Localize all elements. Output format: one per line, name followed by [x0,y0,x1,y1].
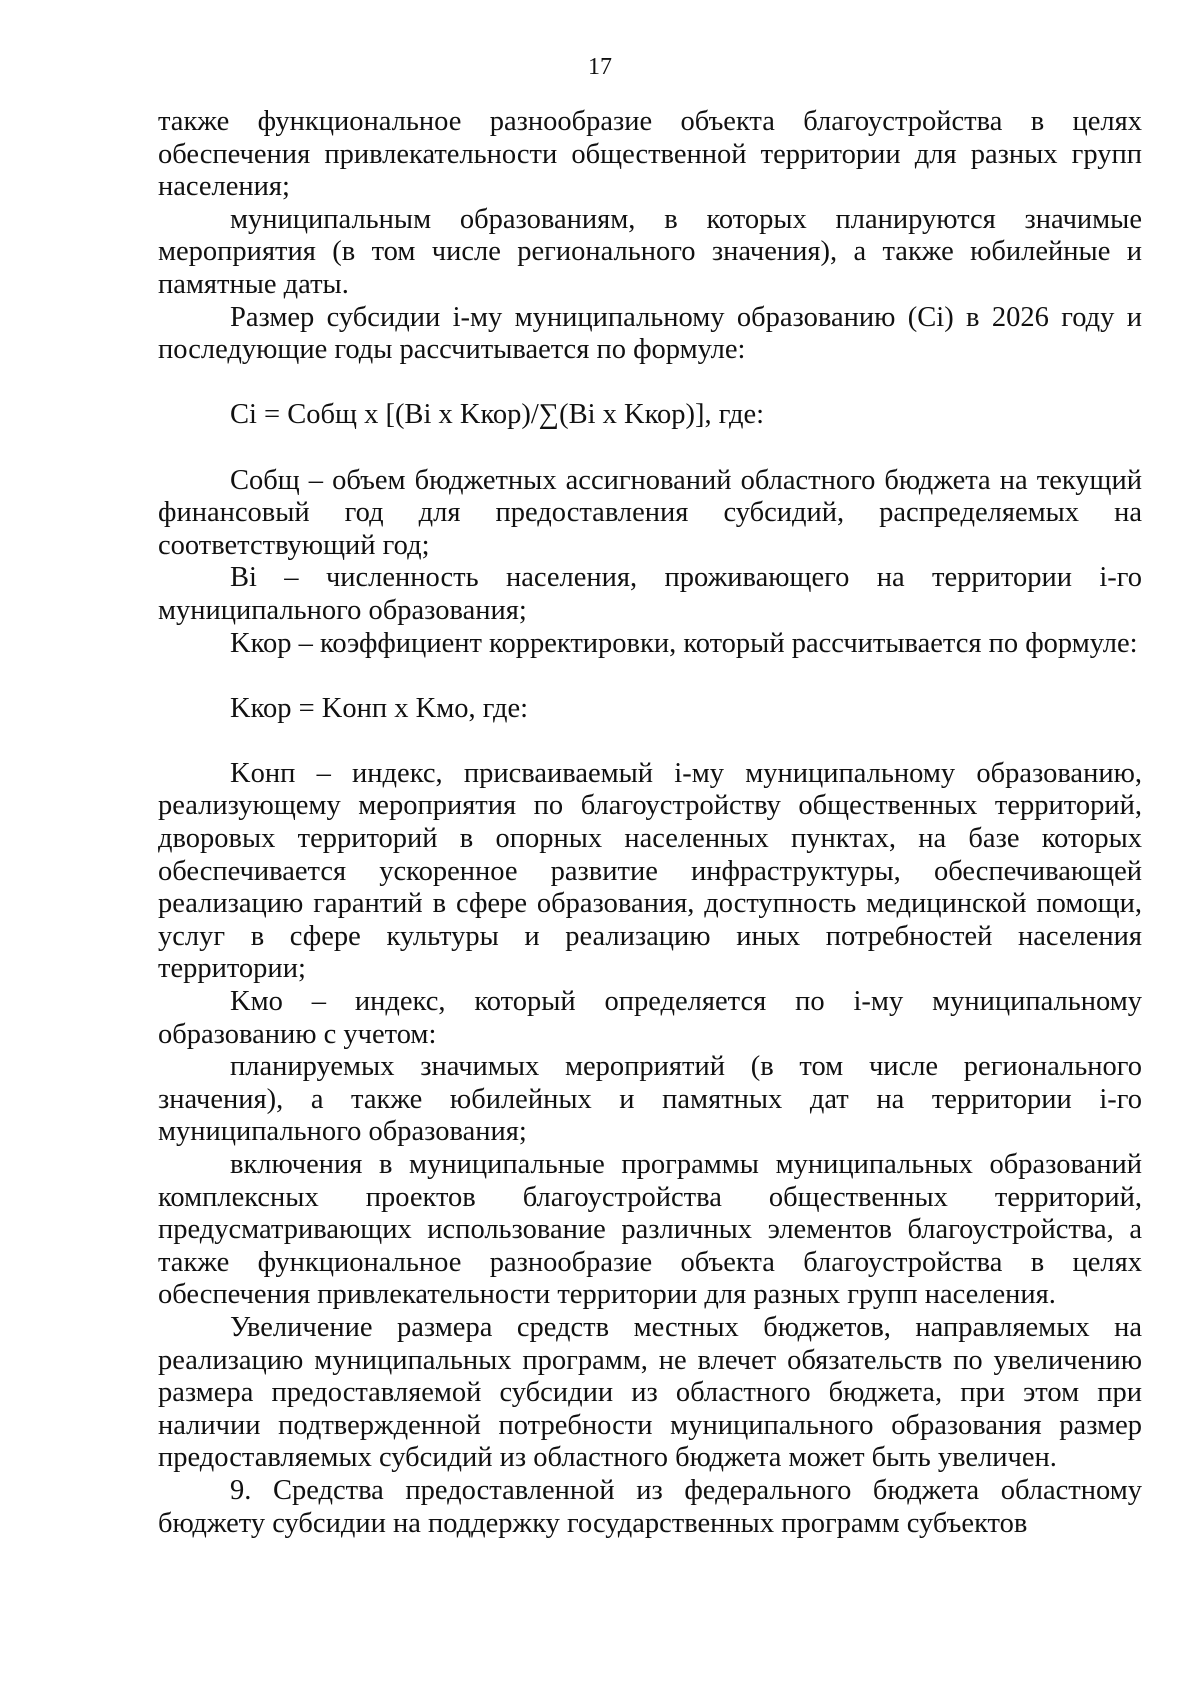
definition-cobsh: Cобщ – объем бюджетных ассигнований областного бюджета на текущий финансовый год для предоставления субсидий, распределяемых на соответствующий год; [158,464,1142,561]
formula-kkor: Kкор = Kонп х Kмо, где: [230,692,529,724]
spacer [158,660,1142,693]
paragraph-item-9: 9. Средства предоставленной из федерального бюджета областному бюджету субсидии на поддержку государственных программ субъектов [158,1474,1142,1539]
document-body [158,106,1142,1540]
spacer [158,725,1142,758]
paragraph-budget-increase: Увеличение размера средств местных бюджетов, направляемых на реализацию муниципальных программ, не влечет обязательств по увеличению размера предоставляемой субсидии из областного бюджета, при этом при наличии подтвержденной потребности муниципального образования размер предоставляемых субсидий из областного бюджета может быть увеличен. [158,1311,1142,1474]
paragraph-municipal-events: муниципальным образованиям, в которых планируются значимые мероприятия (в том числе регионального значения), а также юбилейные и памятные даты. [158,203,1142,300]
criterion-planned-events: планируемых значимых мероприятий (в том числе регионального значения), а также юбилейных и памятных дат на территории i-го муниципального образования; [158,1051,1142,1148]
definition-kkor: Kкор – коэффициент корректировки, который рассчитывается по формуле: [230,627,1138,659]
paragraph-subsidy-size: Размер субсидии i-му муниципальному образованию (Ci) в 2026 году и последующие годы рассчитывается по формуле: [158,301,1142,366]
criterion-complex-projects: включения в муниципальные программы муниципальных образований комплексных проектов благоустройства общественных территорий, предусматривающих использование различных элементов благоустройства, а также функциональное разнообразие объекта благоустройства в целях обеспечения привлекательности территории для разных групп населения. [158,1149,1142,1311]
definition-bi: Bi – численность населения, проживающего на территории i-го муниципального образования; [158,562,1142,626]
definition-konp: Kонп – индекс, присваиваемый i-му муниципальному образованию, реализующему мероприятия по благоустройству общественных территорий, дворовых территорий в опорных населенных пунктах, на базе которых обеспечивается ускоренное развитие инфраструктуры, обеспечивающей реализацию гарантий в сфере образования, доступность медицинской помощи, услуг в сфере культуры и реализацию иных потребностей населения территории; [158,757,1142,985]
spacer [158,432,1142,465]
paragraph-continuation: также функциональное разнообразие объекта благоустройства в целях обеспечения привлекательности общественной территории для разных групп населения; [158,106,1142,203]
spacer [158,367,1142,400]
formula-ci: Ci = Cобщ х [(Bi х Kкор)/∑(Bi х Kкор)], где: [230,399,765,431]
definition-kmo: Kмо – индекс, который определяется по i-му муниципальному образованию с учетом: [158,986,1142,1050]
page-number: 17 [588,54,612,80]
